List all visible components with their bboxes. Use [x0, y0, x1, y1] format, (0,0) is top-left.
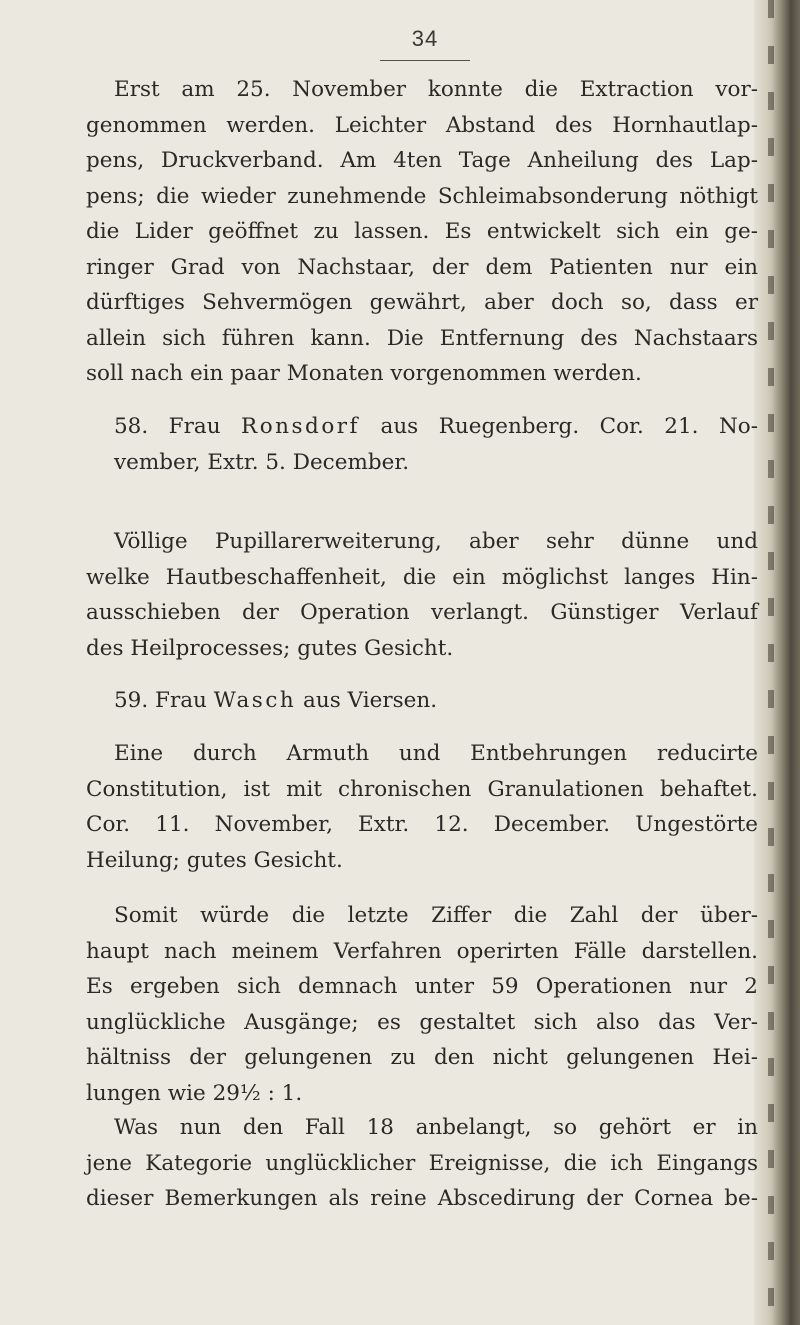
- text-line: [86, 409, 758, 445]
- text-line: welke Hautbeschaffenheit, die ein möglichst langes Hin-: [86, 564, 758, 590]
- text-line: jene Kategorie unglücklicher Ereignisse, die ich Eingangs: [86, 1150, 758, 1176]
- text-line: ausschieben der Operation verlangt. Günstiger Verlauf: [86, 600, 758, 625]
- text-line: [86, 683, 758, 719]
- text-line: vember, Extr. 5. December.: [114, 449, 410, 475]
- text-line: Constitution, ist mit chronischen Granulationen behaftet.: [86, 776, 758, 802]
- text-line: Heilung; gutes Gesicht.: [86, 847, 343, 873]
- case-59-description: [86, 736, 758, 878]
- text-line: des Heilprocesses; gutes Gesicht.: [86, 635, 454, 661]
- text-line: dieser Bemerkungen als reine Abscedirung der Cornea be-: [86, 1186, 758, 1211]
- text-line: pens; die wieder zunehmende Schleimabsonderung nöthigt: [86, 183, 758, 209]
- text-line: Völlige Pupillarerweiterung, aber sehr dünne und: [114, 529, 758, 554]
- paragraph-summary: [86, 898, 758, 1111]
- page-binding-edge: [754, 0, 800, 1325]
- text-line: unglückliche Ausgänge; es gestaltet sich also das Ver-: [86, 1009, 758, 1035]
- text-line: Cor. 11. November, Extr. 12. December. Ungestörte: [86, 812, 758, 837]
- text-line: Was nun den Fall 18 anbelangt, so gehört er in: [114, 1115, 758, 1140]
- text-line: Erst am 25. November konnte die Extraction vor-: [114, 77, 758, 102]
- text-line: Somit würde die letzte Ziffer die Zahl der über-: [114, 903, 758, 928]
- page-number: 34: [411, 26, 439, 51]
- case-number-text: 58. Frau: [114, 414, 242, 439]
- patient-name: Wasch: [213, 688, 297, 713]
- text-line: lungen wie 29½ : 1.: [86, 1080, 303, 1106]
- case-details-text: aus Viersen.: [296, 688, 438, 713]
- paragraph-extraction-report: [86, 72, 758, 392]
- case-number-text: 59. Frau: [114, 688, 214, 713]
- patient-name: Ronsdorf: [241, 414, 361, 439]
- paragraph-case-18: [86, 1110, 758, 1217]
- text-line: genommen werden. Leichter Abstand des Hornhautlap-: [86, 112, 758, 138]
- text-line: soll nach ein paar Monaten vorgenommen werden.: [86, 361, 642, 386]
- text-line: ringer Grad von Nachstaar, der dem Patienten nur ein: [86, 254, 758, 280]
- text-line: Eine durch Armuth und Entbehrungen reducirte: [114, 741, 758, 766]
- case-59-heading: [86, 683, 758, 719]
- header-rule: [380, 60, 470, 61]
- case-58-heading: [86, 409, 758, 480]
- case-details-text: aus Ruegenberg. Cor. 21. No-: [360, 414, 758, 439]
- text-line: dürftiges Sehvermögen gewährt, aber doch so, dass er: [86, 290, 758, 315]
- text-line: hältniss der gelungenen zu den nicht gelungenen Hei-: [86, 1045, 758, 1070]
- text-line: haupt nach meinem Verfahren operirten Fälle darstellen.: [86, 938, 758, 964]
- text-line: die Lider geöffnet zu lassen. Es entwickelt sich ein ge-: [86, 219, 758, 244]
- case-58-description: [86, 524, 758, 666]
- text-line: allein sich führen kann. Die Entfernung des Nachstaars: [86, 325, 758, 351]
- text-line: Es ergeben sich demnach unter 59 Operationen nur 2: [86, 974, 758, 999]
- text-line: pens, Druckverband. Am 4ten Tage Anheilung des Lap-: [86, 148, 758, 173]
